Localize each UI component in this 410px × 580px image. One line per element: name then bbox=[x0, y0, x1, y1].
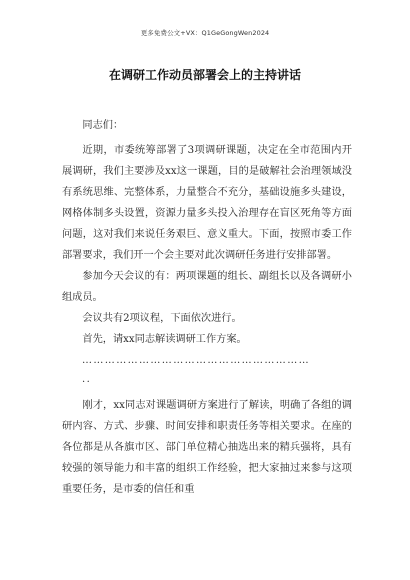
document-title: 在调研工作动员部署会上的主持讲话 bbox=[108, 68, 301, 82]
paragraph-3: 会议共有2项议程，下面依次进行。 bbox=[82, 313, 242, 324]
greeting: 同志们： bbox=[82, 120, 124, 131]
ellipsis-tail: .. bbox=[82, 374, 92, 385]
paragraph-1: 近期，市委统筹部署了3项调研课题，决定在全市范围内开展调研，我们主要涉及xx这一课题，目的是破解社会治理领域没有系统思维、完整体系，力量整合不充分，基础设施多头建设，网格体制多头设置，资源力量多头投入治理存在盲区死角等方面问题，这对我们来说任务艰巨、意义重大。下面，按照市委工作部署要求，我们开一个会主要对此次调研任务进行安排部署。 bbox=[62, 145, 352, 261]
document-body bbox=[62, 115, 352, 500]
ellipsis-line: …………………………………………………… bbox=[82, 355, 310, 366]
header-note: 更多免费公文+VX：Q1GeGongWen2024 bbox=[140, 29, 270, 37]
paragraph-4: 首先，请xx同志解读调研工作方案。 bbox=[82, 334, 247, 345]
paragraph-2: 参加今天会议的有：两项课题的组长、副组长以及各调研小组成员。 bbox=[62, 271, 352, 303]
paragraph-5: 刚才，xx同志对课题调研方案进行了解读，明确了各组的调研内容、方式、步骤、时间安排和职责任务等相关要求。在座的各位都是从各旗市区、部门单位精心抽选出来的精兵强将，具有较强的领导能力和丰富的组织工作经验，把大家抽过来参与这项重要任务，是市委的信任和重 bbox=[62, 400, 352, 495]
